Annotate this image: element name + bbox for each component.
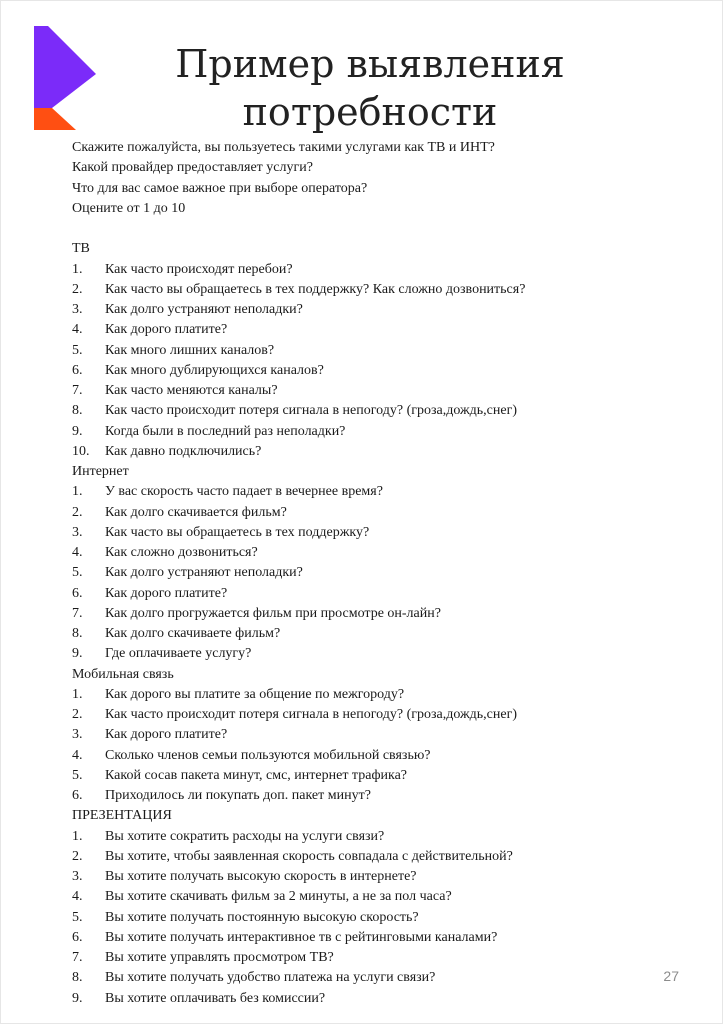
item-number: 3. [72, 524, 83, 540]
item-text: Когда были в последний раз неполадки? [105, 423, 346, 439]
list-item [72, 705, 692, 725]
list-item [72, 948, 692, 968]
intro-line: Скажите пожалуйста, вы пользуетесь такими услугами как ТВ и ИНТ? [72, 140, 495, 155]
item-number: 7. [72, 383, 83, 398]
list-item [72, 320, 692, 340]
item-number: 9. [72, 990, 83, 1006]
list-item [72, 543, 692, 563]
item-text: Вы хотите управлять просмотром ТВ? [105, 950, 334, 965]
list-item [72, 584, 692, 604]
list-item [72, 827, 692, 847]
item-number: 8. [72, 970, 83, 986]
page-number: 27 [663, 968, 679, 984]
item-number: 6. [72, 788, 83, 803]
item-number: 1. [72, 484, 83, 500]
title-line-1: Пример выявления [175, 42, 565, 86]
item-number: 2. [72, 504, 83, 520]
item-number: 7. [72, 950, 83, 965]
intro-line: Какой провайдер предоставляет услуги? [72, 160, 313, 176]
item-text: Вы хотите, чтобы заявленная скорость совпадала с действительной? [105, 848, 513, 864]
intro-line: Оцените от 1 до 10 [72, 200, 186, 216]
mobile-list [72, 685, 692, 807]
item-number: 3. [72, 727, 83, 743]
item-text: Приходилось ли покупать доп. пакет минут? [105, 788, 371, 803]
item-number: 10. [72, 443, 90, 459]
tv-list [72, 260, 692, 463]
list-item [72, 381, 692, 401]
item-text: Где оплачиваете услугу? [105, 646, 252, 662]
section-heading-mobile: Мобильная связь [72, 666, 174, 682]
item-text: Как часто меняются каналы? [105, 383, 278, 398]
item-text: Как давно подключились? [105, 443, 262, 459]
page-title [150, 40, 590, 136]
list-item [72, 887, 692, 907]
list-item [72, 401, 692, 421]
item-text: Вы хотите получать высокую скорость в интернете? [105, 869, 417, 884]
intro-block [72, 138, 692, 219]
item-text: Как часто происходят перебои? [105, 261, 293, 277]
item-text: Как долго устраняют неполадки? [105, 302, 303, 317]
internet-list [72, 482, 692, 664]
item-text: Как много лишних каналов? [105, 342, 275, 358]
list-item [72, 341, 692, 361]
item-number: 5. [72, 767, 83, 783]
item-number: 8. [72, 403, 83, 419]
item-number: 1. [72, 686, 83, 702]
list-item [72, 604, 692, 624]
item-text: Какой сосав пакета минут, смс, интернет трафика? [105, 767, 408, 783]
content-body [72, 138, 692, 1009]
item-text: Как дорого платите? [105, 585, 228, 601]
item-number: 6. [72, 929, 83, 945]
item-number: 4. [72, 322, 83, 338]
item-text: Как часто вы обращаетесь в тех поддержку? [105, 524, 370, 540]
item-number: 4. [72, 747, 83, 763]
item-number: 6. [72, 362, 83, 378]
item-number: 5. [72, 909, 83, 925]
list-item [72, 280, 692, 300]
item-number: 4. [72, 889, 83, 905]
presentation-list [72, 827, 692, 1009]
item-text: Вы хотите получать интерактивное тв с рейтинговыми каналами? [105, 929, 498, 945]
list-item [72, 867, 692, 887]
item-text: Сколько членов семьи пользуются мобильной связью? [105, 747, 431, 763]
item-text: Как часто происходит потеря сигнала в непогоду? (гроза,дождь,снег) [105, 403, 518, 419]
item-number: 5. [72, 342, 83, 358]
list-item [72, 482, 692, 502]
list-item [72, 503, 692, 523]
list-item [72, 908, 692, 928]
spacer [72, 219, 692, 239]
item-number: 2. [72, 707, 83, 722]
item-text: Как долго устраняют неполадки? [105, 565, 303, 581]
item-number: 3. [72, 302, 83, 317]
item-number: 9. [72, 646, 83, 662]
list-item [72, 644, 692, 664]
list-item [72, 361, 692, 381]
item-text: У вас скорость часто падает в вечернее время? [105, 484, 383, 500]
item-text: Как часто вы обращаетесь в тех поддержку? Как сложно дозвониться? [105, 281, 526, 297]
list-item [72, 928, 692, 948]
section-heading-internet: Интернет [72, 464, 129, 479]
list-item [72, 989, 692, 1009]
item-number: 8. [72, 626, 83, 641]
item-text: Как долго прогружается фильм при просмотре он-лайн? [105, 605, 441, 621]
item-number: 6. [72, 585, 83, 601]
logo-orange-shape [34, 108, 76, 130]
item-number: 2. [72, 281, 83, 297]
rostelecom-logo-icon [30, 26, 96, 132]
item-text: Вы хотите сократить расходы на услуги связи? [105, 828, 385, 844]
intro-line: Что для вас самое важное при выборе оператора? [72, 180, 368, 196]
list-item [72, 260, 692, 280]
item-text: Вы хотите получать постоянную высокую скорость? [105, 909, 419, 925]
item-text: Как сложно дозвониться? [105, 545, 258, 560]
list-item [72, 422, 692, 442]
list-item [72, 563, 692, 583]
item-text: Вы хотите получать удобство платежа на услуги связи? [105, 970, 436, 986]
list-item [72, 786, 692, 806]
item-number: 1. [72, 261, 83, 277]
list-item [72, 746, 692, 766]
list-item [72, 968, 692, 988]
list-item [72, 624, 692, 644]
item-number: 1. [72, 828, 83, 844]
item-text: Как дорого платите? [105, 727, 228, 743]
list-item [72, 442, 692, 462]
list-item [72, 523, 692, 543]
section-heading-tv: ТВ [72, 241, 90, 257]
list-item [72, 847, 692, 867]
item-text: Вы хотите скачивать фильм за 2 минуты, а не за пол часа? [105, 889, 452, 905]
item-number: 3. [72, 869, 83, 884]
item-text: Как долго скачиваете фильм? [105, 626, 281, 641]
item-text: Как много дублирующихся каналов? [105, 362, 324, 378]
item-number: 4. [72, 545, 83, 560]
title-line-2: потребности [242, 90, 498, 134]
item-number: 9. [72, 423, 83, 439]
item-text: Как долго скачивается фильм? [105, 504, 287, 520]
list-item [72, 766, 692, 786]
item-number: 7. [72, 605, 83, 621]
logo-purple-shape [34, 26, 96, 108]
list-item [72, 300, 692, 320]
item-text: Как дорого вы платите за общение по межгороду? [105, 686, 405, 702]
item-number: 5. [72, 565, 83, 581]
list-item [72, 725, 692, 745]
list-item [72, 685, 692, 705]
item-text: Вы хотите оплачивать без комиссии? [105, 990, 326, 1006]
section-heading-presentation: ПРЕЗЕНТАЦИЯ [72, 808, 172, 824]
item-number: 2. [72, 848, 83, 864]
item-text: Как дорого платите? [105, 322, 228, 338]
item-text: Как часто происходит потеря сигнала в непогоду? (гроза,дождь,снег) [105, 707, 518, 722]
